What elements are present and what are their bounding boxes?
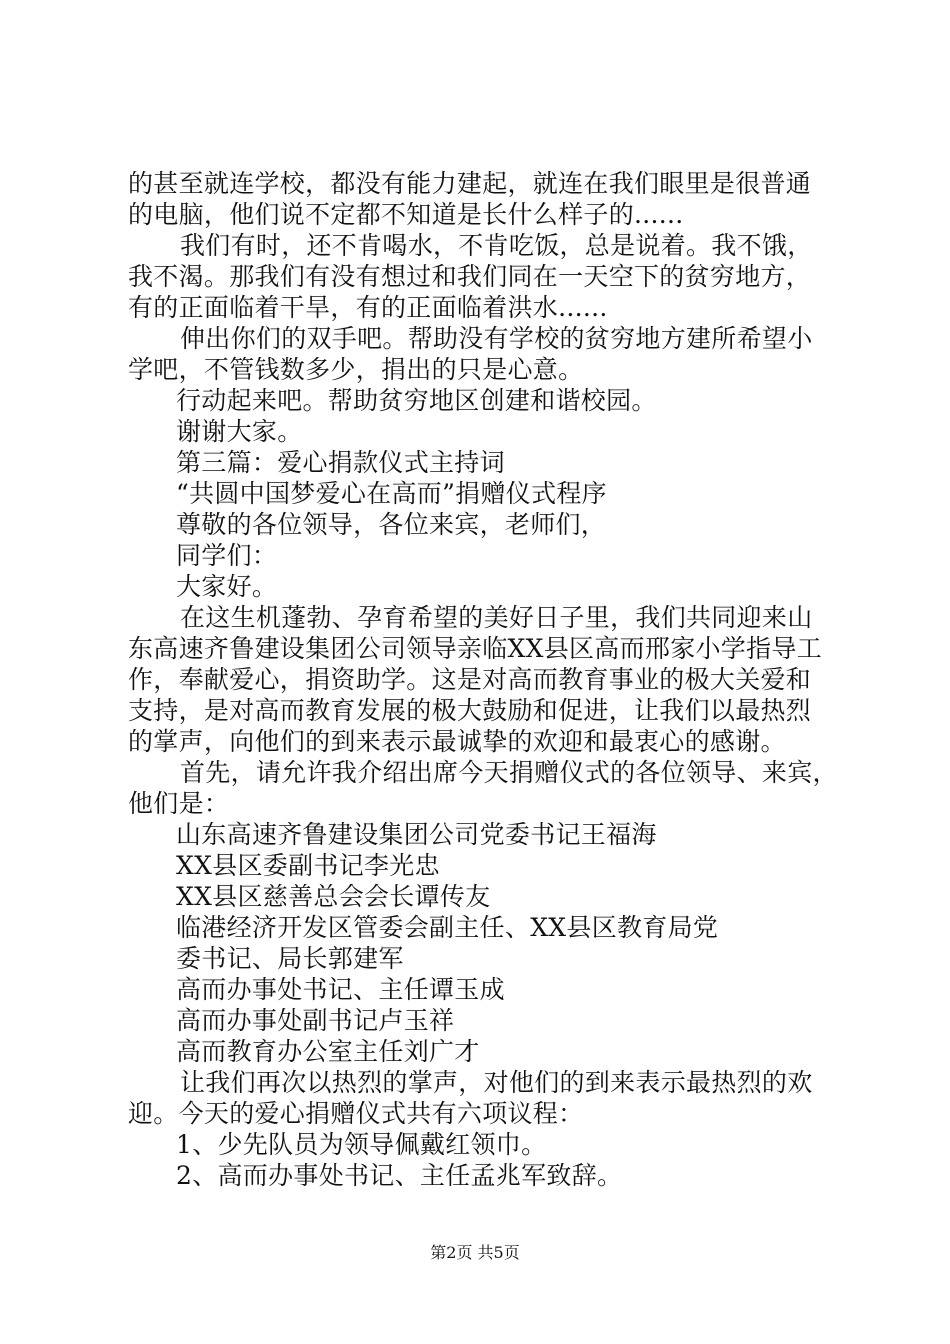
text-line: 委书记、局长郭建军 [176,944,404,973]
text-line: “共圆中国梦爱心在高而”捐赠仪式程序 [176,479,607,508]
text-line: 2、高而办事处书记、主任孟兆军致辞。 [176,1161,623,1190]
text-line: 我们有时，还不肯喝水，不肯吃饭，总是说着。我不饿， [180,231,813,260]
text-line: 东高速齐鲁建设集团公司领导亲临XX县区高而邢家小学指导工 [128,634,822,663]
text-line: 尊敬的各位领导，各位来宾，老师们， [176,510,607,539]
text-line: 迎。今天的爱心捐赠仪式共有六项议程： [128,1099,584,1128]
text-line: 支持，是对高而教育发展的极大鼓励和促进，让我们以最热烈 [128,696,812,725]
page-footer: 第2页 共5页 [430,1243,520,1262]
text-line: 行动起来吧。帮助贫穷地区创建和谐校园。 [176,386,657,415]
text-line: 作，奉献爱心，捐资助学。这是对高而教育事业的极大关爱和 [128,665,812,694]
text-line: 在这生机蓬勃、孕育希望的美好日子里，我们共同迎来山 [180,603,813,632]
text-line: 有的正面临着干旱，有的正面临着洪水...... [128,293,608,322]
text-line: 大家好。 [176,572,278,601]
text-line: XX县区委副书记李光忠 [176,851,440,880]
text-line: XX县区慈善总会会长谭传友 [176,882,491,911]
text-line: 同学们： [176,541,278,570]
text-line: 高而办事处副书记卢玉祥 [176,1006,455,1035]
text-line: 高而办事处书记、主任谭玉成 [176,975,505,1004]
text-line: 学吧，不管钱数多少，捐出的只是心意。 [128,355,584,384]
text-line: 1、少先队员为领导佩戴红领巾。 [176,1130,547,1159]
text-line: 临港经济开发区管委会副主任、XX县区教育局党 [176,913,719,942]
text-line: 山东高速齐鲁建设集团公司党委书记王福海 [176,820,657,849]
document-body [128,168,838,1191]
text-line: 的电脑，他们说不定都不知道是长什么样子的...... [128,200,684,229]
text-line: 第三篇：爱心捐款仪式主持词 [176,448,505,477]
text-line: 首先，请允许我介绍出席今天捐赠仪式的各位领导、来宾， [180,758,838,787]
text-line: 我不渴。那我们有没有想过和我们同在一天空下的贫穷地方， [128,262,812,291]
text-line: 让我们再次以热烈的掌声，对他们的到来表示最热烈的欢 [180,1068,813,1097]
text-line: 他们是： [128,789,230,818]
text-line: 高而教育办公室主任刘广才 [176,1037,480,1066]
text-line: 谢谢大家。 [176,417,303,446]
text-line: 伸出你们的双手吧。帮助没有学校的贫穷地方建所希望小 [180,324,813,353]
text-line: 的甚至就连学校，都没有能力建起，就连在我们眼里是很普通 [128,169,812,198]
text-line: 的掌声，向他们的到来表示最诚挚的欢迎和最衷心的感谢。 [128,727,786,756]
